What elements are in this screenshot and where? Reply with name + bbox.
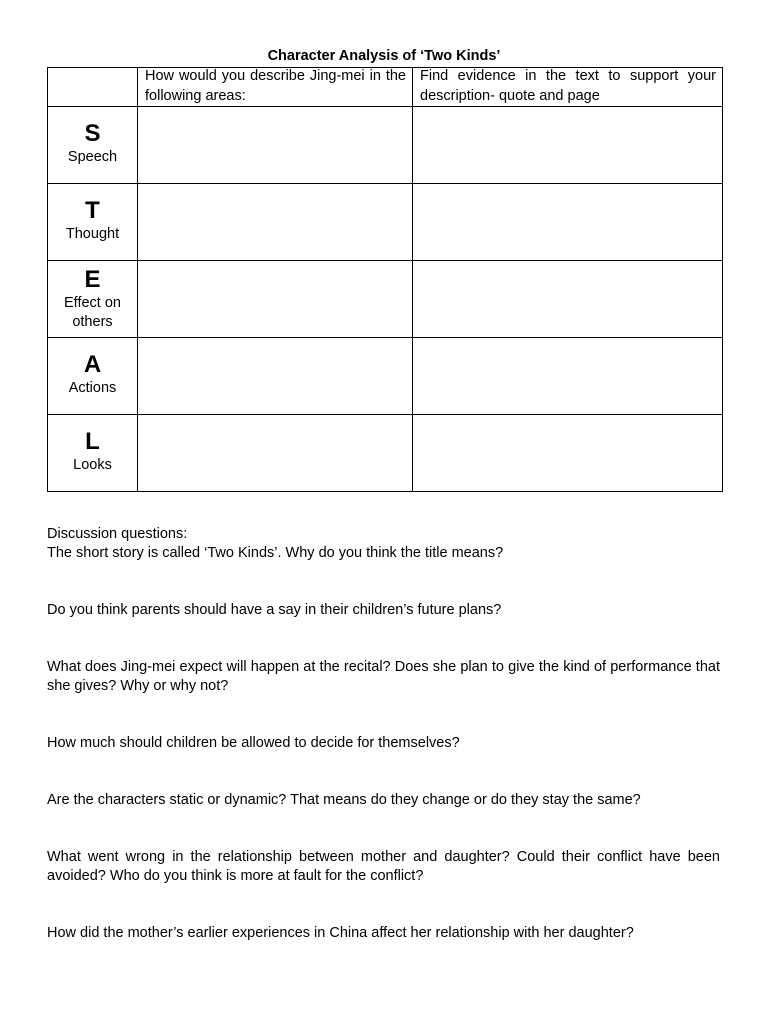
description-cell[interactable] — [138, 415, 413, 492]
steal-letter: L — [85, 428, 100, 455]
steal-letter: A — [83, 351, 102, 378]
steal-label: Thought — [65, 226, 120, 242]
header-cell-description — [138, 68, 413, 107]
letter-cell — [48, 261, 138, 338]
steal-label: Speech — [67, 149, 118, 165]
discussion-question-6: What went wrong in the relationship between mother and daughter? Could their conflict have been avoided? Who do you think is more at fault for the conflict? — [47, 849, 720, 884]
discussion-question-3: What does Jing-mei expect will happen at the recital? Does she plan to give the kind of performance that she gives? Why or why not? — [47, 659, 720, 694]
header-evidence-text: Find evidence in the text to support your description- quote and page — [420, 68, 716, 104]
letter-cell — [48, 107, 138, 184]
table-header-row — [48, 68, 723, 107]
table-row-looks — [48, 415, 723, 492]
letter-cell — [48, 338, 138, 415]
steal-letter: T — [85, 197, 100, 224]
discussion-question-5: Are the characters static or dynamic? That means do they change or do they stay the same? — [47, 792, 641, 808]
page-title: Character Analysis of ‘Two Kinds’ — [267, 48, 501, 64]
description-cell[interactable] — [138, 338, 413, 415]
table-row-actions — [48, 338, 723, 415]
discussion-question-1: The short story is called ‘Two Kinds’. Why do you think the title means? — [47, 545, 504, 561]
discussion-question-4: How much should children be allowed to decide for themselves? — [47, 735, 460, 751]
steal-letter: E — [84, 266, 101, 293]
discussion-heading: Discussion questions: — [47, 526, 188, 542]
evidence-cell[interactable] — [413, 107, 723, 184]
steal-label: Effect on others — [64, 295, 121, 330]
evidence-cell[interactable] — [413, 338, 723, 415]
evidence-cell[interactable] — [413, 184, 723, 261]
table-row-effect-on-others — [48, 261, 723, 338]
steal-label: Looks — [73, 457, 112, 473]
letter-cell — [48, 184, 138, 261]
header-description-text: How would you describe Jing-mei in the following areas: — [145, 68, 406, 104]
steal-label: Actions — [68, 380, 117, 396]
description-cell[interactable] — [138, 107, 413, 184]
evidence-cell[interactable] — [413, 261, 723, 338]
evidence-cell[interactable] — [413, 415, 723, 492]
description-cell[interactable] — [138, 261, 413, 338]
discussion-question-2: Do you think parents should have a say in their children’s future plans? — [47, 602, 502, 618]
description-cell[interactable] — [138, 184, 413, 261]
header-cell-empty — [48, 68, 138, 107]
header-cell-evidence — [413, 68, 723, 107]
letter-cell — [48, 415, 138, 492]
steal-analysis-table — [47, 67, 723, 492]
table-row-speech — [48, 107, 723, 184]
table-row-thought — [48, 184, 723, 261]
discussion-question-7: How did the mother’s earlier experiences in China affect her relationship with her daughter? — [47, 925, 634, 941]
steal-letter: S — [84, 120, 101, 147]
